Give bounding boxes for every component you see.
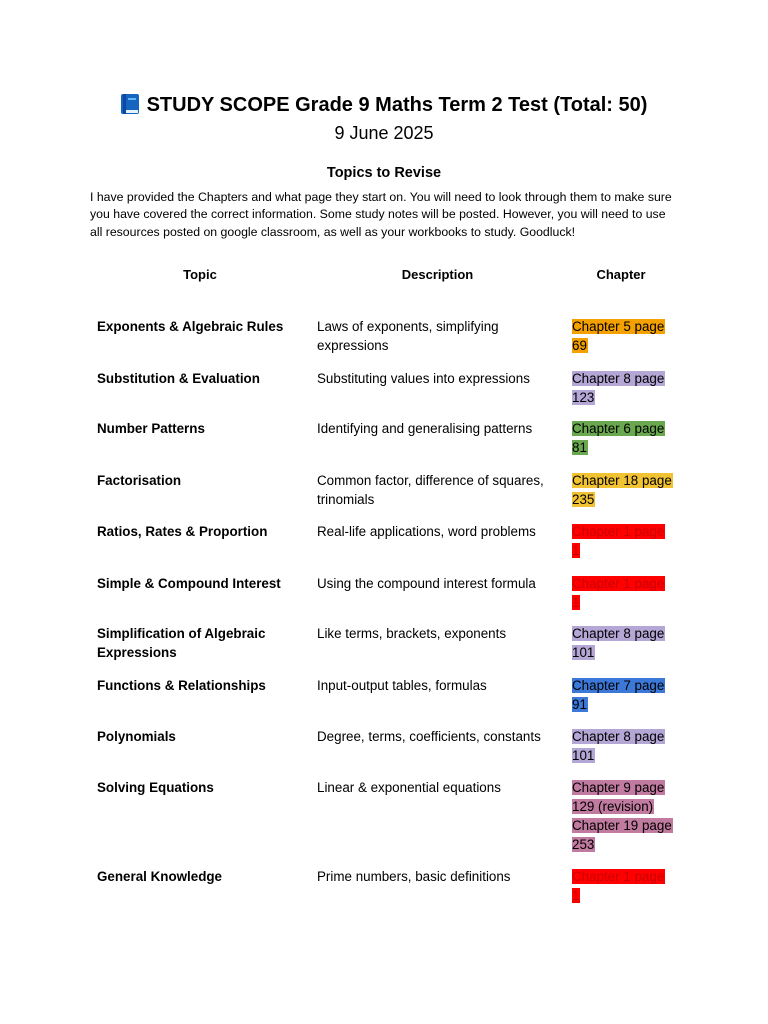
- topic-cell: General Knowledge: [97, 869, 223, 884]
- chapter-highlight: Chapter 18 page 235: [572, 473, 672, 507]
- topic-cell: Polynomials: [97, 729, 176, 744]
- description-cell: Laws of exponents, simplifying expressions: [317, 319, 499, 353]
- chapter-cell: [572, 676, 672, 714]
- document-date: 9 June 2025: [334, 123, 434, 143]
- description-cell: Degree, terms, coefficients, constants: [317, 729, 541, 744]
- topic-cell: Simplification of Algebraic Expressions: [97, 626, 266, 660]
- topic-cell: Number Patterns: [97, 421, 205, 436]
- chapter-highlight: Chapter 1 page 1: [572, 524, 665, 558]
- intro-paragraph: I have provided the Chapters and what page they start on. You will need to look through them to make sure you have covered the correct information. Some study notes will be posted. However, you will need to use all resources posted on google classroom, as well as your workbooks to study. Goodluck!: [90, 190, 672, 239]
- document-title: [0, 91, 768, 119]
- chapter-cell: [572, 867, 672, 905]
- chapter-cell: [572, 369, 672, 407]
- description-cell: Real-life applications, word problems: [317, 524, 536, 539]
- chapter-cell: [572, 778, 672, 854]
- chapter-cell: [572, 574, 672, 612]
- topic-cell: Functions & Relationships: [97, 678, 266, 693]
- chapter-cell: [572, 471, 672, 509]
- section-heading: Topics to Revise: [326, 165, 442, 181]
- chapter-cell: [572, 727, 672, 765]
- title-text: STUDY SCOPE Grade 9 Maths Term 2 Test (Total: 50): [146, 94, 648, 116]
- description-cell: Identifying and generalising patterns: [317, 421, 533, 436]
- description-cell: Substituting values into expressions: [317, 371, 530, 386]
- description-cell: Linear & exponential equations: [317, 780, 501, 795]
- column-header-description: Description: [401, 267, 474, 282]
- chapter-cell: [572, 624, 672, 662]
- chapter-highlight: Chapter 1 page 1: [572, 576, 665, 610]
- topic-cell: Factorisation: [97, 473, 182, 488]
- chapter-highlight: Chapter 8 page 123: [572, 371, 665, 405]
- chapter-highlight: Chapter 8 page 101: [572, 729, 665, 763]
- description-cell: Like terms, brackets, exponents: [317, 626, 507, 641]
- chapter-highlight: Chapter 1 page 1: [572, 869, 665, 903]
- description-cell: Input-output tables, formulas: [317, 678, 487, 693]
- column-header-topic: Topic: [183, 267, 217, 282]
- description-cell: Prime numbers, basic definitions: [317, 869, 511, 884]
- description-cell: Using the compound interest formula: [317, 576, 536, 591]
- chapter-highlight: Chapter 8 page 101: [572, 626, 665, 660]
- chapter-cell: [572, 317, 672, 355]
- chapter-highlight: Chapter 6 page 81: [572, 421, 665, 455]
- topic-cell: Solving Equations: [97, 780, 214, 795]
- blue-book-icon: [121, 94, 139, 114]
- column-header-chapter: Chapter: [596, 267, 646, 282]
- chapter-cell: [572, 419, 672, 457]
- chapter-cell: [572, 522, 672, 560]
- chapter-highlight: Chapter 5 page 69: [572, 319, 665, 353]
- description-cell: Common factor, difference of squares, trinomials: [317, 473, 544, 507]
- topic-cell: Exponents & Algebraic Rules: [97, 319, 284, 334]
- topic-cell: Substitution & Evaluation: [97, 371, 260, 386]
- topic-cell: Ratios, Rates & Proportion: [97, 524, 268, 539]
- topic-cell: Simple & Compound Interest: [97, 576, 281, 591]
- chapter-highlight: Chapter 7 page 91: [572, 678, 665, 712]
- chapter-highlight: Chapter 9 page 129 (revision) Chapter 19 page 253: [572, 780, 672, 852]
